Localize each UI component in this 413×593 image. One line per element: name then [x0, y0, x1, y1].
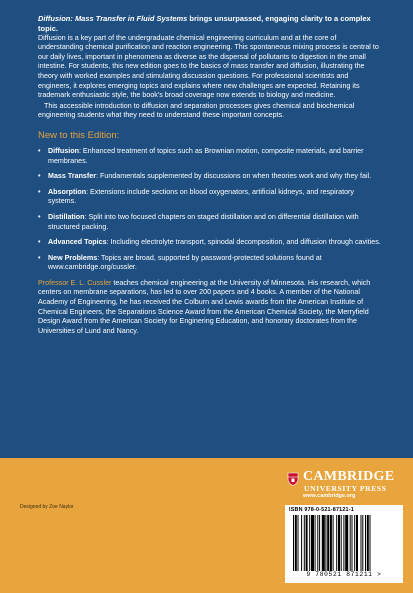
intro-lead [38, 14, 382, 34]
author-bio [38, 279, 382, 337]
barcode-box [285, 505, 403, 583]
publisher-url: www.cambridge.org [303, 493, 356, 499]
intro-paragraph-1: Diffusion is a key part of the undergraduate chemical engineering curriculum and at the core of understanding chemical purification and reaction engineering. This spontaneous mixing process is central to our daily lives, important in phenomena as diverse as the dispersal of pollutants to digestion in the small intestine. For students, this new edition goes to the basics of mass transfer and diffusion, illustrating the theory with worked examples and stimulating discussion questions. For professional scientists and engineers, it explores emerging topics and explains where new challenges are expected. Retaining its trademark enthusiastic style, the book's broad coverage now extends to biology and medicine. [38, 33, 379, 100]
list-item-term: Absorption [48, 187, 87, 196]
new-edition-list [38, 147, 382, 273]
list-item-term: New Problems [48, 253, 98, 262]
back-cover-text [38, 14, 382, 336]
publisher-logo [287, 470, 402, 500]
bullet-icon: • [38, 172, 41, 181]
author-bio-text: teaches chemical engineering at the University of Minnesota. His research, which centers on membrane separations, has led to over 200 papers and 4 books. A member of the National Academy of Engineering, he has received the Colburn and Lewis awards from the American Institute of Chemical Engineers, the Separations Science Award from the American Chemical Society, the Merryfield Design Award from the American Society for Enginering Education, and honorary doctorates from the Universities of Lund and Nancy. [38, 278, 371, 335]
list-item-term: Advanced Topics [48, 238, 107, 247]
bullet-icon: • [38, 253, 41, 262]
publisher-subname: UNIVERSITY PRESS [304, 484, 387, 493]
list-item-text: : Fundamentals supplemented by discussions on when theories work and why they fail. [96, 172, 372, 181]
bullet-icon: • [38, 238, 41, 247]
list-item [38, 238, 382, 248]
bullet-icon: • [38, 187, 41, 196]
list-item-text: : Split into two focused chapters on staged distillation and on differential distillation with structured packing. [48, 212, 359, 231]
list-item [38, 188, 382, 207]
intro-paragraph-2: This accessible introduction to diffusion and separation processes gives chemical and biochemical engineering students what they need to understand these important concepts. [38, 101, 355, 120]
list-item-text: : Enhanced treatment of topics such as Brownian motion, composite materials, and barrier membranes. [48, 146, 364, 165]
new-edition-heading: New to this Edition: [38, 129, 120, 141]
list-item-term: Mass Transfer [48, 172, 97, 181]
barcode-icon [293, 515, 397, 571]
list-item-term: Diffusion [48, 146, 79, 155]
designer-credit: Designed by Zoe Naylor [20, 504, 74, 510]
bullet-icon: • [38, 212, 41, 221]
list-item-text: : Topics are broad, supported by password-protected solutions found at www.cambridge.org/cussler. [48, 253, 322, 272]
author-name: Professor E. L. Cussler [38, 278, 112, 287]
isbn-label: ISBN 978-0-521-87121-1 [289, 507, 354, 513]
barcode-number: 9 780521 871211 > [306, 571, 382, 578]
list-item [38, 254, 382, 273]
intro-lead-rest: brings unsurpassed, engaging clarity to a complex topic. [38, 14, 371, 33]
list-item [38, 147, 382, 166]
list-item [38, 213, 382, 232]
publisher-name: CAMBRIDGE [303, 469, 395, 484]
list-item-term: Distillation [48, 212, 85, 221]
bullet-icon: • [38, 146, 41, 155]
list-item-text: : Extensions include sections on blood oxygenators, artificial kidneys, and respiratory systems. [48, 187, 354, 206]
book-title: Diffusion: Mass Transfer in Fluid Systems [38, 14, 188, 23]
list-item [38, 172, 382, 182]
list-item-text: : Including electrolyte transport, spinodal decomposition, and diffusion through cavities. [106, 238, 381, 247]
crest-icon [287, 472, 299, 486]
